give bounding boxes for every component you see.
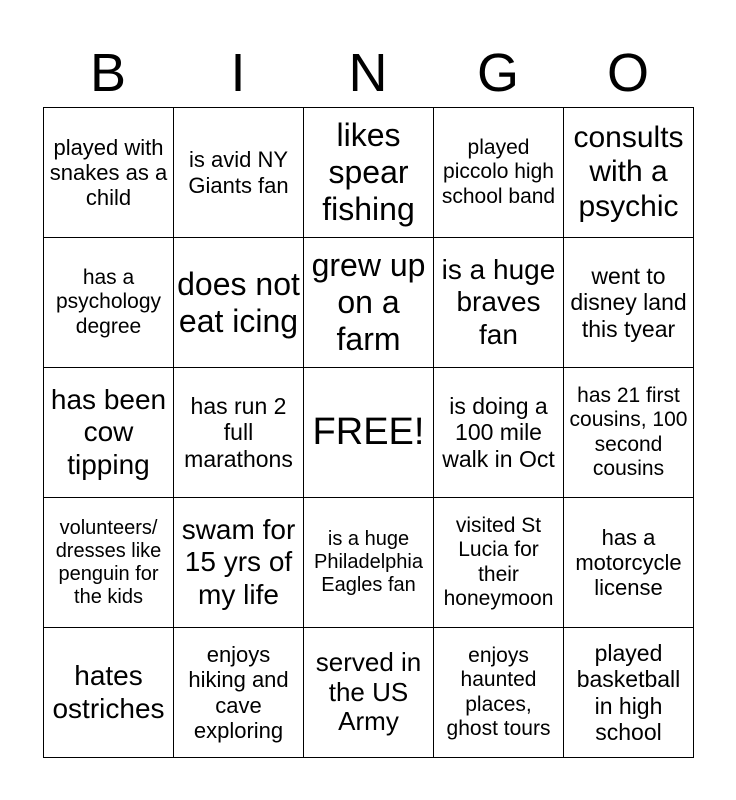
bingo-cell[interactable] bbox=[434, 628, 564, 758]
cell-text: is a huge Philadelphia Eagles fan bbox=[314, 528, 423, 596]
bingo-cell[interactable] bbox=[304, 498, 434, 628]
bingo-cell[interactable] bbox=[434, 108, 564, 238]
bingo-cell[interactable] bbox=[564, 368, 694, 498]
cell-text: does not eat icing bbox=[177, 265, 300, 339]
cell-text: is doing a 100 mile walk in Oct bbox=[442, 392, 555, 472]
header-letter-o: O bbox=[606, 43, 649, 103]
header-letter-b: B bbox=[89, 43, 127, 103]
free-space-label: FREE! bbox=[312, 410, 425, 453]
cell-text: has run 2 full marathons bbox=[184, 392, 293, 472]
cell-text: is avid NY Giants fan bbox=[188, 147, 289, 198]
bingo-header bbox=[43, 40, 693, 106]
bingo-cell[interactable] bbox=[564, 108, 694, 238]
header-letter-i: I bbox=[230, 43, 246, 103]
cell-text: played basketball in high school bbox=[576, 639, 681, 745]
bingo-board bbox=[43, 107, 694, 758]
bingo-cell[interactable] bbox=[434, 498, 564, 628]
bingo-cell[interactable] bbox=[174, 108, 304, 238]
bingo-cell[interactable] bbox=[44, 108, 174, 238]
header-letter-n: N bbox=[348, 43, 388, 103]
bingo-cell[interactable] bbox=[174, 498, 304, 628]
cell-text: served in the US Army bbox=[315, 646, 422, 737]
cell-text: visited St Lucia for their honeymoon bbox=[443, 514, 554, 610]
bingo-cell[interactable] bbox=[174, 238, 304, 368]
cell-text: hates ostriches bbox=[52, 660, 165, 724]
header-letter-g: G bbox=[476, 43, 519, 103]
cell-text: has a psychology degree bbox=[55, 266, 162, 338]
bingo-cell[interactable] bbox=[304, 108, 434, 238]
bingo-cell[interactable] bbox=[174, 628, 304, 758]
cell-text: grew up on a farm bbox=[311, 247, 426, 357]
cell-text: has 21 first cousins, 100 second cousins bbox=[569, 384, 688, 480]
cell-text: enjoys haunted places, ghost tours bbox=[446, 644, 551, 740]
free-space-cell[interactable] bbox=[304, 368, 434, 498]
bingo-cell[interactable] bbox=[304, 628, 434, 758]
bingo-cell[interactable] bbox=[434, 368, 564, 498]
cell-text: played piccolo high school band bbox=[441, 136, 556, 208]
cell-text: consults with a psychic bbox=[573, 120, 684, 223]
bingo-cell[interactable] bbox=[44, 498, 174, 628]
bingo-cell[interactable] bbox=[44, 238, 174, 368]
cell-text: is a huge braves fan bbox=[441, 254, 556, 350]
bingo-cell[interactable] bbox=[564, 238, 694, 368]
cell-text: played with snakes as a child bbox=[49, 134, 168, 211]
cell-text: volunteers/ dresses like penguin for the kids bbox=[55, 516, 162, 608]
bingo-cell[interactable] bbox=[174, 368, 304, 498]
cell-text: went to disney land this tyear bbox=[570, 262, 687, 342]
cell-text: swam for 15 yrs of my life bbox=[181, 514, 296, 610]
bingo-cell[interactable] bbox=[434, 238, 564, 368]
bingo-cell[interactable] bbox=[44, 368, 174, 498]
bingo-cell[interactable] bbox=[564, 628, 694, 758]
bingo-cell[interactable] bbox=[304, 238, 434, 368]
cell-text: likes spear fishing bbox=[322, 117, 415, 227]
bingo-cell[interactable] bbox=[564, 498, 694, 628]
bingo-cell[interactable] bbox=[44, 628, 174, 758]
cell-text: enjoys hiking and cave exploring bbox=[188, 641, 289, 743]
cell-text: has been cow tipping bbox=[50, 384, 167, 480]
cell-text: has a motorcycle license bbox=[575, 524, 682, 601]
